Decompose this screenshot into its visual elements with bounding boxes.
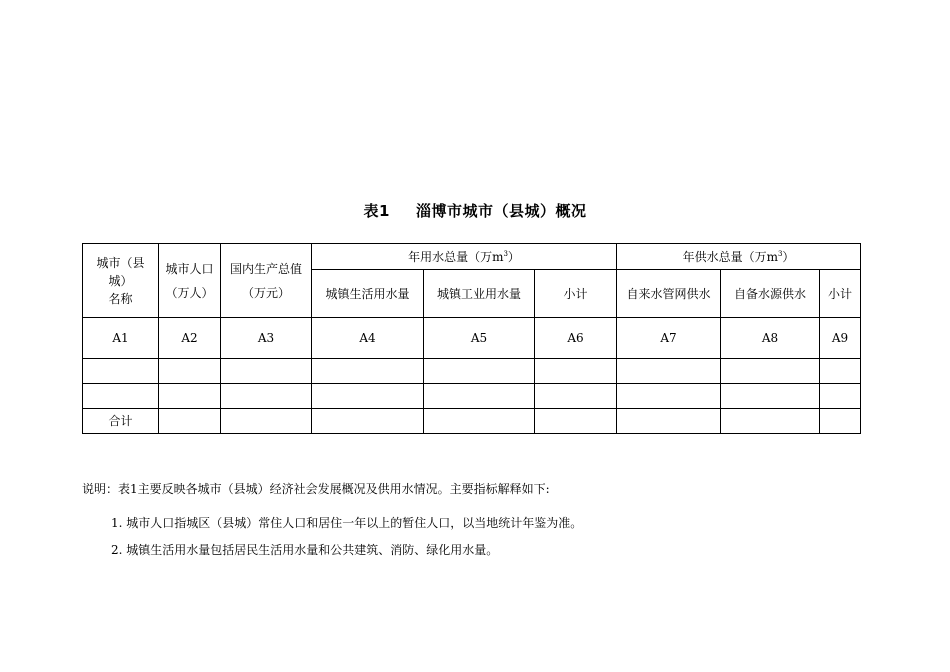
table-cell[interactable] [424,409,535,434]
table-cell[interactable] [535,409,617,434]
header-annual-water-supply: 年供水总量（万$m^3$） [617,244,861,270]
code-cell: A1 [83,318,159,359]
total-label: 合计 [83,409,159,434]
table-cell[interactable] [159,409,221,434]
table-cell[interactable] [424,359,535,384]
header-annual-water-use: 年用水总量（万$m^3$） [312,244,617,270]
table-cell[interactable] [617,384,721,409]
code-cell: A4 [312,318,424,359]
table-cell[interactable] [721,359,820,384]
table-cell[interactable] [617,359,721,384]
table-cell[interactable] [312,359,424,384]
table-cell[interactable] [312,384,424,409]
header-city-population: 城市人口 （万人） [159,244,221,318]
header-gdp: 国内生产总值 （万元） [221,244,312,318]
explanation-intro: 说明：表1主要反映各城市（县城）经济社会发展概况及供用水情况。主要指标解释如下: [82,482,550,496]
table-cell[interactable] [820,409,861,434]
table-cell[interactable] [820,384,861,409]
table-cell[interactable] [535,359,617,384]
header-supply-subtotal: 小计 [820,270,861,318]
header-tap-supply: 自来水管网供水 [617,270,721,318]
city-overview-table [82,243,861,434]
table-cell[interactable] [535,384,617,409]
table-cell[interactable] [221,384,312,409]
header-self-supply: 自备水源供水 [721,270,820,318]
table-cell[interactable] [83,384,159,409]
table-row [83,359,861,384]
code-cell: A8 [721,318,820,359]
code-cell: A7 [617,318,721,359]
table-cell[interactable] [159,384,221,409]
code-cell: A3 [221,318,312,359]
table-row [83,384,861,409]
table-cell[interactable] [820,359,861,384]
code-cell: A5 [424,318,535,359]
code-row [83,318,861,359]
table-title-text: 淄博市城市（县城）概况 [415,202,587,220]
table-cell[interactable] [617,409,721,434]
header-industrial-use: 城镇工业用水量 [424,270,535,318]
total-row [83,409,861,434]
table-cell[interactable] [424,384,535,409]
header-row-1 [83,244,861,270]
code-cell: A2 [159,318,221,359]
table-title [0,200,950,221]
explanation-item-2: 2. 城镇生活用水量包括居民生活用水量和公共建筑、消防、绿化用水量。 [111,543,499,557]
table-number: 表1 [363,202,390,220]
table-cell[interactable] [721,409,820,434]
header-city-name: 城市（县 城） 名称 [83,244,159,318]
header-domestic-use: 城镇生活用水量 [312,270,424,318]
explanation-item-1: 1. 城市人口指城区（县城）常住人口和居住一年以上的暂住人口，以当地统计年鉴为准。 [111,516,583,530]
table-cell[interactable] [221,359,312,384]
header-use-subtotal: 小计 [535,270,617,318]
table-cell[interactable] [159,359,221,384]
code-cell: A6 [535,318,617,359]
code-cell: A9 [820,318,861,359]
table-cell[interactable] [721,384,820,409]
table-cell[interactable] [312,409,424,434]
table-cell[interactable] [83,359,159,384]
table-cell[interactable] [221,409,312,434]
